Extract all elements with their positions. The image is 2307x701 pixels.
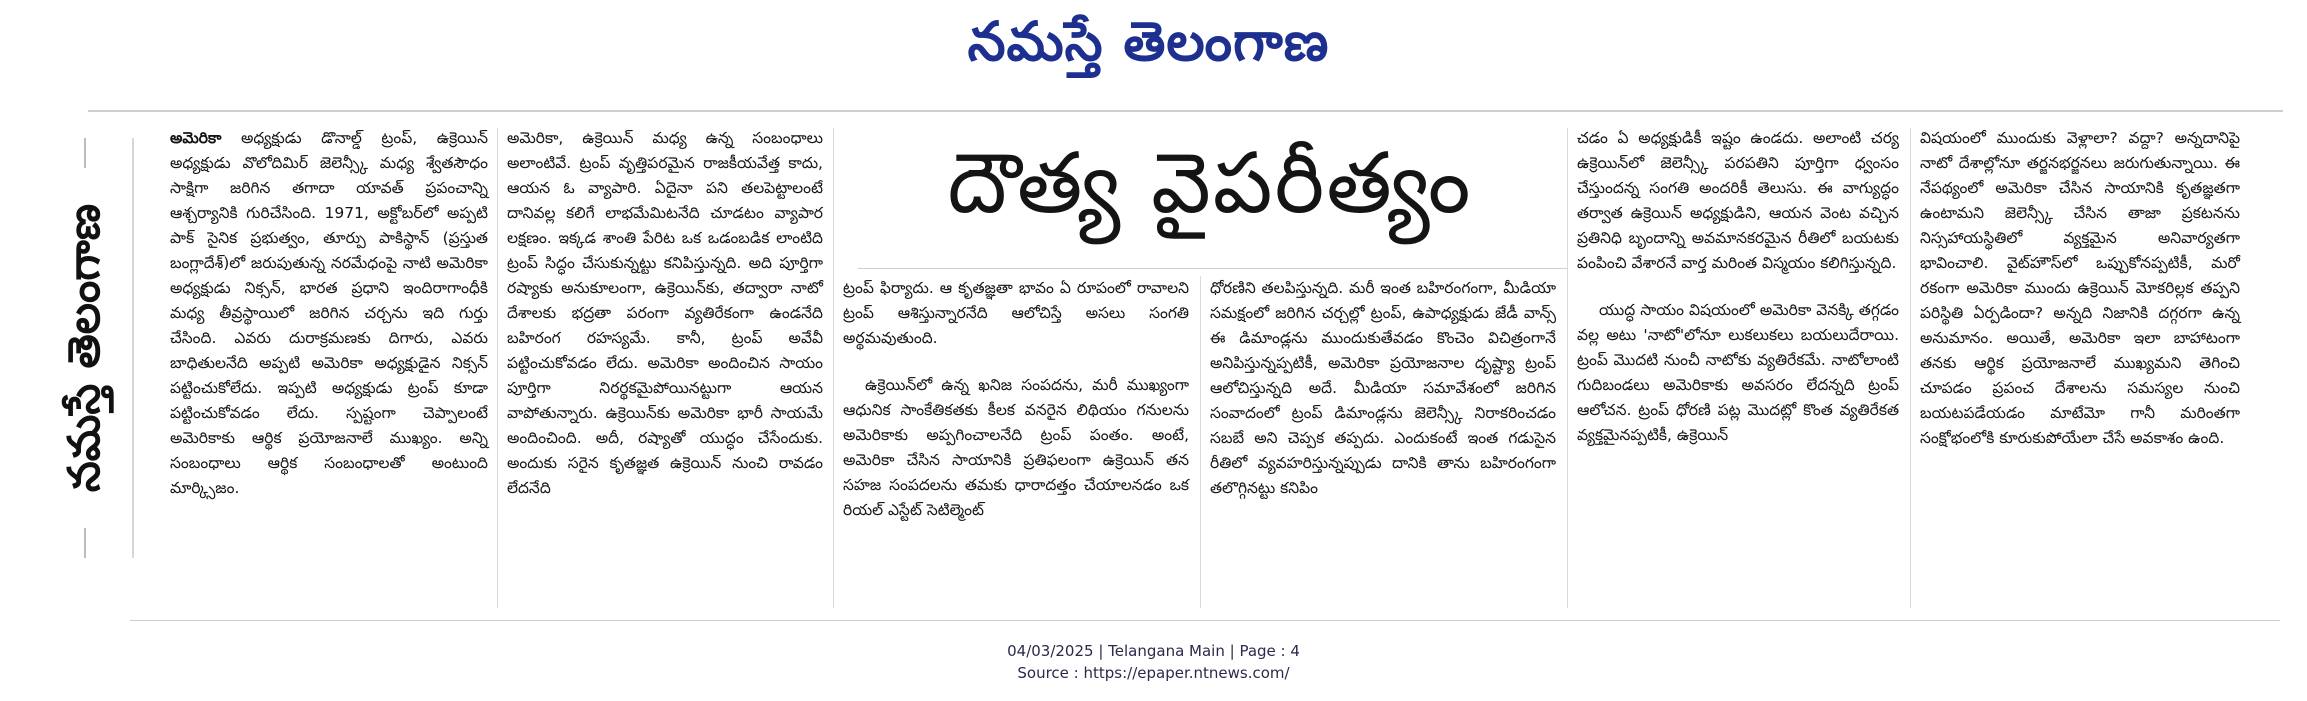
article-column-4: [1210, 276, 1556, 501]
headline-rule: [858, 268, 1568, 269]
side-brand-block: [48, 138, 134, 558]
article-column-1: [170, 126, 488, 501]
article-column-3: [843, 276, 1189, 523]
source-link[interactable]: Source : https://epaper.ntnews.com/: [1017, 664, 1290, 682]
column-2-text: అమెరికా, ఉక్రెయిన్ మధ్య ఉన్న సంబంధాలు అలాంటివే. ట్రంప్ వృత్తిపరమైన రాజకీయవేత్త కాదు, ఆయన ఓ వ్యాపారి. ఏదైనా పని తలపెట్టాలంటే దానివల్ల కలిగే లాభమేమిటనేది చూడటం వ్యాపార లక్షణం. ఇక్కడ శాంతి పేరిట ఒక ఒడంబడిక లాంటిది ట్రంప్ సిద్ధం చేసుకున్నట్టు కనిపిస్తున్నది. అది పూర్తిగా రష్యాకు అనుకూలంగా, ఉక్రెయిన్‌కు, తద్వారా నాటో దేశాలకు భద్రతా పరంగా వ్యతిరేకంగా ఉండనేది బహిరంగ రహస్యమే. కానీ, ట్రంప్ అవేవీ పట్టించుకోవడం లేదు. అమెరికా అందించిన సాయం పూర్తిగా నిరర్థకమైపోయినట్టుగా ఆయన వాపోతున్నారు. ఉక్రెయిన్‌కు అమెరికా భారీ సాయమే అందించింది. అదీ, రష్యాతో యుద్ధం చేసేందుకు. అందుకు సరైన కృతజ్ఞత ఉక్రెయిన్ నుంచి రావడం లేదనేది: [507, 129, 823, 497]
column-separator: [1910, 128, 1911, 608]
article-column-2: [507, 126, 823, 501]
column-separator: [1200, 276, 1201, 608]
bottom-divider: [130, 620, 2280, 621]
article-column-5: [1577, 126, 1899, 448]
headline: దౌత్య వైపరీత్యం: [947, 133, 1473, 232]
side-tick-top: [84, 138, 86, 168]
column-3-para-2: ఉక్రెయిన్‌లో ఉన్న ఖనిజ సంపదను, మరీ ముఖ్యంగా ఆధునిక సాంకేతికతకు కీలక వనరైన లిథియం గనులను అమెరికాకు అప్పగించాలనేది ట్రంప్ పంతం. అంటే, అమెరికా చేసిన సాయానికి ప్రతిఫలంగా ఉక్రెయిన్ తన సహజ సంపదలను తమకు ధారాదత్తం చేయాలనడం ఒక రియల్ ఎస్టేట్ సెటిల్మెంట్: [843, 376, 1189, 519]
column-separator: [497, 128, 498, 608]
lead-word: అమెరికా: [170, 129, 222, 147]
column-1-body: అధ్యక్షుడు డొనాల్డ్ ట్రంప్, ఉక్రెయిన్ అధ్యక్షుడు వొలోదిమిర్ జెలెన్స్కీ మధ్య శ్వేతసౌధం సాక్షిగా జరిగిన తగాదా యావత్ ప్రపంచాన్ని ఆశ్చర్యానికి గురిచేసింది. 1971, అక్టోబర్‌లో అప్పటి పాక్ సైనిక ప్రభుత్వం, తూర్పు పాకిస్థాన్ (ప్రస్తుత బంగ్లాదేశ్)లో జరుపుతున్న నరమేధంపై నాటి అమెరికా అధ్యక్షుడు నిక్సన్, భారత ప్రధాని ఇందిరాగాంధీకి మధ్య తీవ్రస్థాయిలో జరిగిన చర్చను ఇది గుర్తు చేసింది. ఎవరు దురాక్రమణకు దిగారు, ఎవరు బాధితులనేది అప్పటి అమెరికా అధ్యక్షుడైన నిక్సన్ పట్టించుకోలేదు. ఇప్పటి అధ్యక్షుడు ట్రంప్ కూడా పట్టించుకోవడం లేదు. స్పష్టంగా చెప్పాలంటే అమెరికాకు ఆర్థిక ప్రయోజనాలే ముఖ్యం. అన్ని సంబంధాలు ఆర్థిక సంబంధాలతో అంటుంది మార్క్సిజం.: [170, 129, 488, 497]
edition-info: 04/03/2025 | Telangana Main | Page : 4: [1007, 642, 1300, 660]
column-3-para-1: ట్రంప్ ఫిర్యాదు. ఆ కృతజ్ఞతా భావం ఏ రూపంలో రావాలని ట్రంప్ ఆశిస్తున్నారనేది ఆలోచిస్తే అసలు సంగతి అర్థమవుతుంది.: [843, 279, 1189, 347]
column-4-text: ధోరణిని తలపిస్తున్నది. మరీ ఇంత బహిరంగంగా, మీడియా సమక్షంలో జరిగిన చర్చల్లో ట్రంప్, ఉపాధ్యక్షుడు జేడీ వాన్స్ ఈ డిమాండ్లను ముందుకుతేవడం కొంచెం విచిత్రంగానే అనిపిస్తున్నప్పటికీ, అమెరికా ప్రయోజనాల దృష్ట్యా ట్రంప్ ఆలోచిస్తున్నది అదే. మీడియా సమావేశంలో జరిగిన సంవాదంలో ట్రంప్ డిమాండ్లను జెలెన్స్కీ నిరాకరించడం సబబే అని చెప్పక తప్పదు. ఎందుకంటే ఇంత గడుసైన రీతిలో వ్యవహరిస్తున్నప్పుడు దానికి తాను బహిరంగంగా తలొగ్గినట్టు కనిపిం: [1210, 279, 1556, 497]
masthead: [0, 0, 2307, 96]
side-tick-bottom: [84, 528, 86, 558]
page-footer: [0, 640, 2307, 684]
newspaper-logo: నమస్తే తెలంగాణ: [967, 9, 1330, 73]
column-5-para-2: యుద్ధ సాయం విషయంలో అమెరికా వెనక్కి తగ్గడం వల్ల అటు 'నాటో'లోనూ లుకలుకలు బయలుదేరాయి. ట్రంప్ మొదటి నుంచీ నాటోకు వ్యతిరేకమే. నాటోలాంటి గుదిబండలు అమెరికాకు అవసరం లేదన్నది ట్రంప్ ఆలోచన. ట్రంప్ ధోరణి పట్ల మొదట్లో కొంత వ్యతిరేకత వ్యక్తమైనప్పటికీ, ఉక్రెయిన్: [1577, 301, 1899, 444]
top-divider: [88, 110, 2283, 112]
column-5-para-1: చడం ఏ అధ్యక్షుడికీ ఇష్టం ఉండదు. అలాంటి చర్య ఉక్రెయిన్‌లో జెలెన్స్కీ పరపతిని పూర్తిగా ధ్వంసం చేస్తుందన్న సంగతి అందరికీ తెలుసు. ఈ వాగ్యుద్ధం తర్వాత ఉక్రెయిన్ అధ్యక్షుడిని, ఆయన వెంట వచ్చిన ప్రతినిధి బృందాన్ని అవమానకరమైన రీతిలో బయటకు పంపించి వేశారనే వార్త మరింత విస్మయం కలిగిస్తున్నది.: [1577, 129, 1899, 272]
article-column-6: [1920, 126, 2240, 451]
column-1-text: [170, 126, 488, 501]
side-brand-label: నమస్తే తెలంగాణ: [59, 203, 110, 493]
column-6-text: విషయంలో ముందుకు వెళ్లాలా? వద్దా? అన్నదానిపై నాటో దేశాల్లోనూ తర్జనభర్జనలు జరుగుతున్నాయి. ఈ నేపథ్యంలో అమెరికా చేసిన సాయానికి కృతజ్ఞతగా ఉంటామని జెలెన్స్కీ చేసిన తాజా ప్రకటనను నిస్సహాయస్థితిలో వ్యక్తమైన అనివార్యతగా భావించాలి. వైట్‌హౌస్‌లో ఒప్పుకోనప్పటికీ, మరో రకంగా అమెరికా ముందు ఉక్రెయిన్ మోకరిల్లక తప్పని పరిస్థితి ఏర్పడిందా? అన్నది నిజానికి దగ్గరగా ఉన్న అనుమానం. అయితే, అమెరికా ఇలా బాహాటంగా తనకు ఆర్థిక ప్రయోజనాలే ముఖ్యమని తెగించి చూపడం ప్రపంచ దేశాలను సమస్యల నుంచి బయటపడేయడం మాటేమో గానీ మరింతగా సంక్షోభంలోకి కూరుకుపోయేలా చేసే అవకాశం ఉంది.: [1920, 129, 2240, 447]
column-separator: [1567, 128, 1568, 608]
